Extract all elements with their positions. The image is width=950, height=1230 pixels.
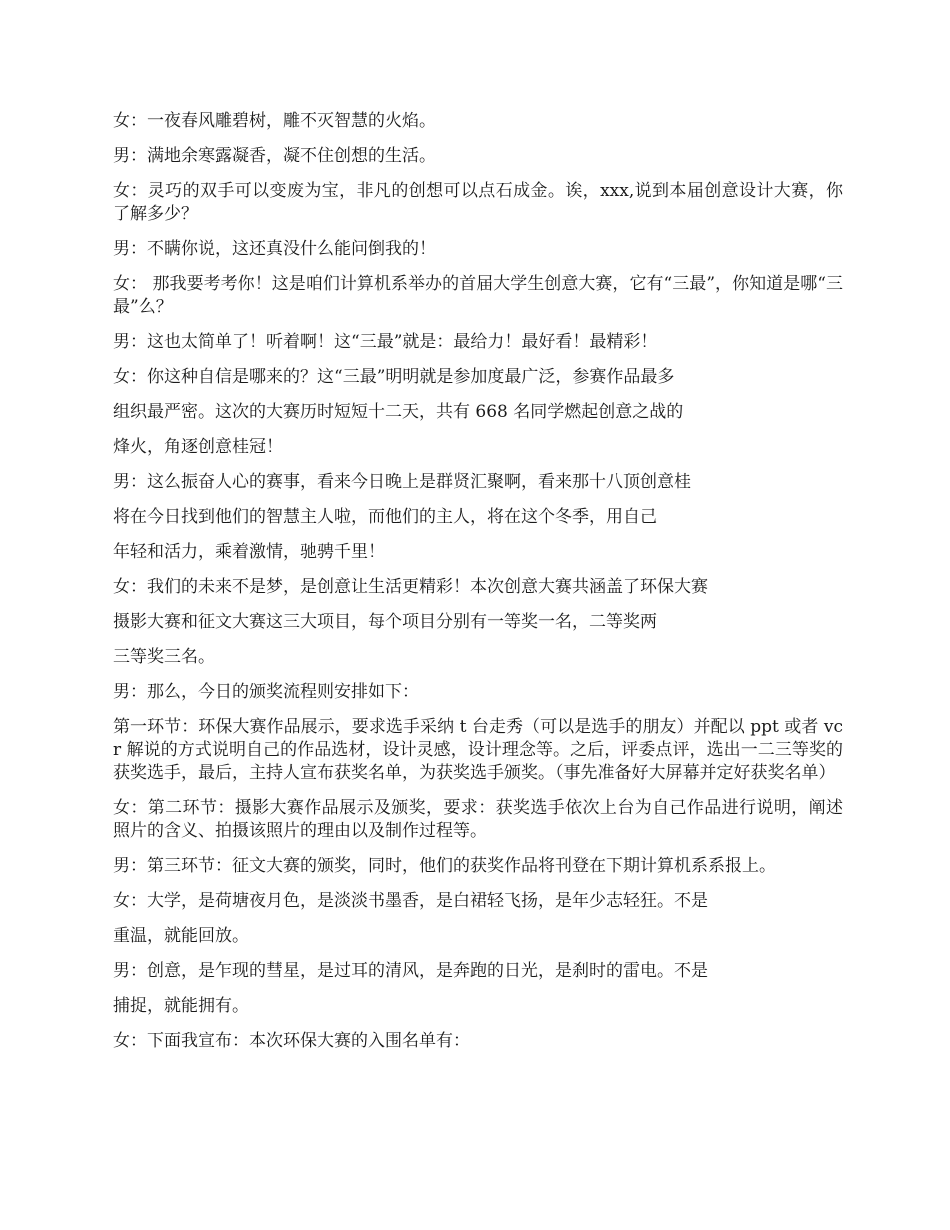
paragraph: 男：这么振奋人心的赛事，看来今日晚上是群贤汇聚啊，看来那十八顶创意桂 [113,472,691,492]
paragraph: 男：这也太简单了！听着啊！这“三最”就是：最给力！最好看！最精彩！ [113,332,658,352]
paragraph: 男：第三环节：征文大赛的颁奖，同时，他们的获奖作品将刊登在下期计算机系系报上。 [113,856,776,876]
paragraph: 摄影大赛和征文大赛这三大项目，每个项目分别有一等奖一名，二等奖两 [113,612,657,632]
paragraph: 男：满地余寒露凝香，凝不住创想的生活。 [113,146,436,166]
paragraph: 男：创意，是乍现的彗星，是过耳的清风，是奔跑的日光，是刹时的雷电。不是 [113,961,708,981]
paragraph: 男：那么，今日的颁奖流程则安排如下： [113,682,419,702]
paragraph: 女：一夜春风雕碧树，雕不灭智慧的火焰。 [113,111,436,131]
paragraph: 女：我们的未来不是梦，是创意让生活更精彩！本次创意大赛共涵盖了环保大赛 [113,577,708,597]
paragraph: 男：不瞒你说，这还真没什么能问倒我的！ [113,239,436,259]
paragraph: 烽火，角逐创意桂冠！ [113,437,283,457]
paragraph: 将在今日找到他们的智慧主人啦，而他们的主人，将在这个冬季，用自己 [113,507,657,527]
paragraph: 重温，就能回放。 [113,926,249,946]
paragraph: 捕捉，就能拥有。 [113,996,249,1016]
paragraph: 年轻和活力，乘着激情，驰骋千里！ [113,542,385,562]
paragraph: 女：你这种自信是哪来的？这“三最”明明就是参加度最广泛，参赛作品最多 [113,367,675,387]
paragraph: 女： 那我要考考你！这是咱们计算机系举办的首届大学生创意大赛，它有“三最”，你知道是哪“三最”么？ [113,274,843,317]
paragraph: 女：下面我宣布：本次环保大赛的入围名单有： [113,1031,470,1051]
paragraph: 女：大学，是荷塘夜月色，是淡淡书墨香，是白裙轻飞扬，是年少志轻狂。不是 [113,891,708,911]
paragraph: 组织最严密。这次的大赛历时短短十二天，共有 668 名同学燃起创意之战的 [113,402,684,422]
paragraph: 第一环节：环保大赛作品展示，要求选手采纳 t 台走秀（可以是选手的朋友）并配以 ppt 或者 vcr 解说的方式说明自己的作品选材，设计灵感，设计理念等。之后，评委点评，选出一二三等奖的获奖选手，最后，主持人宣布获奖名单，为获奖选手颁奖。（事先准备好大屏幕并定好获奖名单） [113,717,843,783]
paragraph: 三等奖三名。 [113,647,215,667]
document-page [113,110,843,1065]
paragraph: 女：第二环节：摄影大赛作品展示及颁奖，要求：获奖选手依次上台为自己作品进行说明，阐述照片的含义、拍摄该照片的理由以及制作过程等。 [113,798,843,841]
paragraph: 女：灵巧的双手可以变废为宝，非凡的创想可以点石成金。诶，xxx,说到本届创意设计大赛，你了解多少？ [113,181,843,224]
